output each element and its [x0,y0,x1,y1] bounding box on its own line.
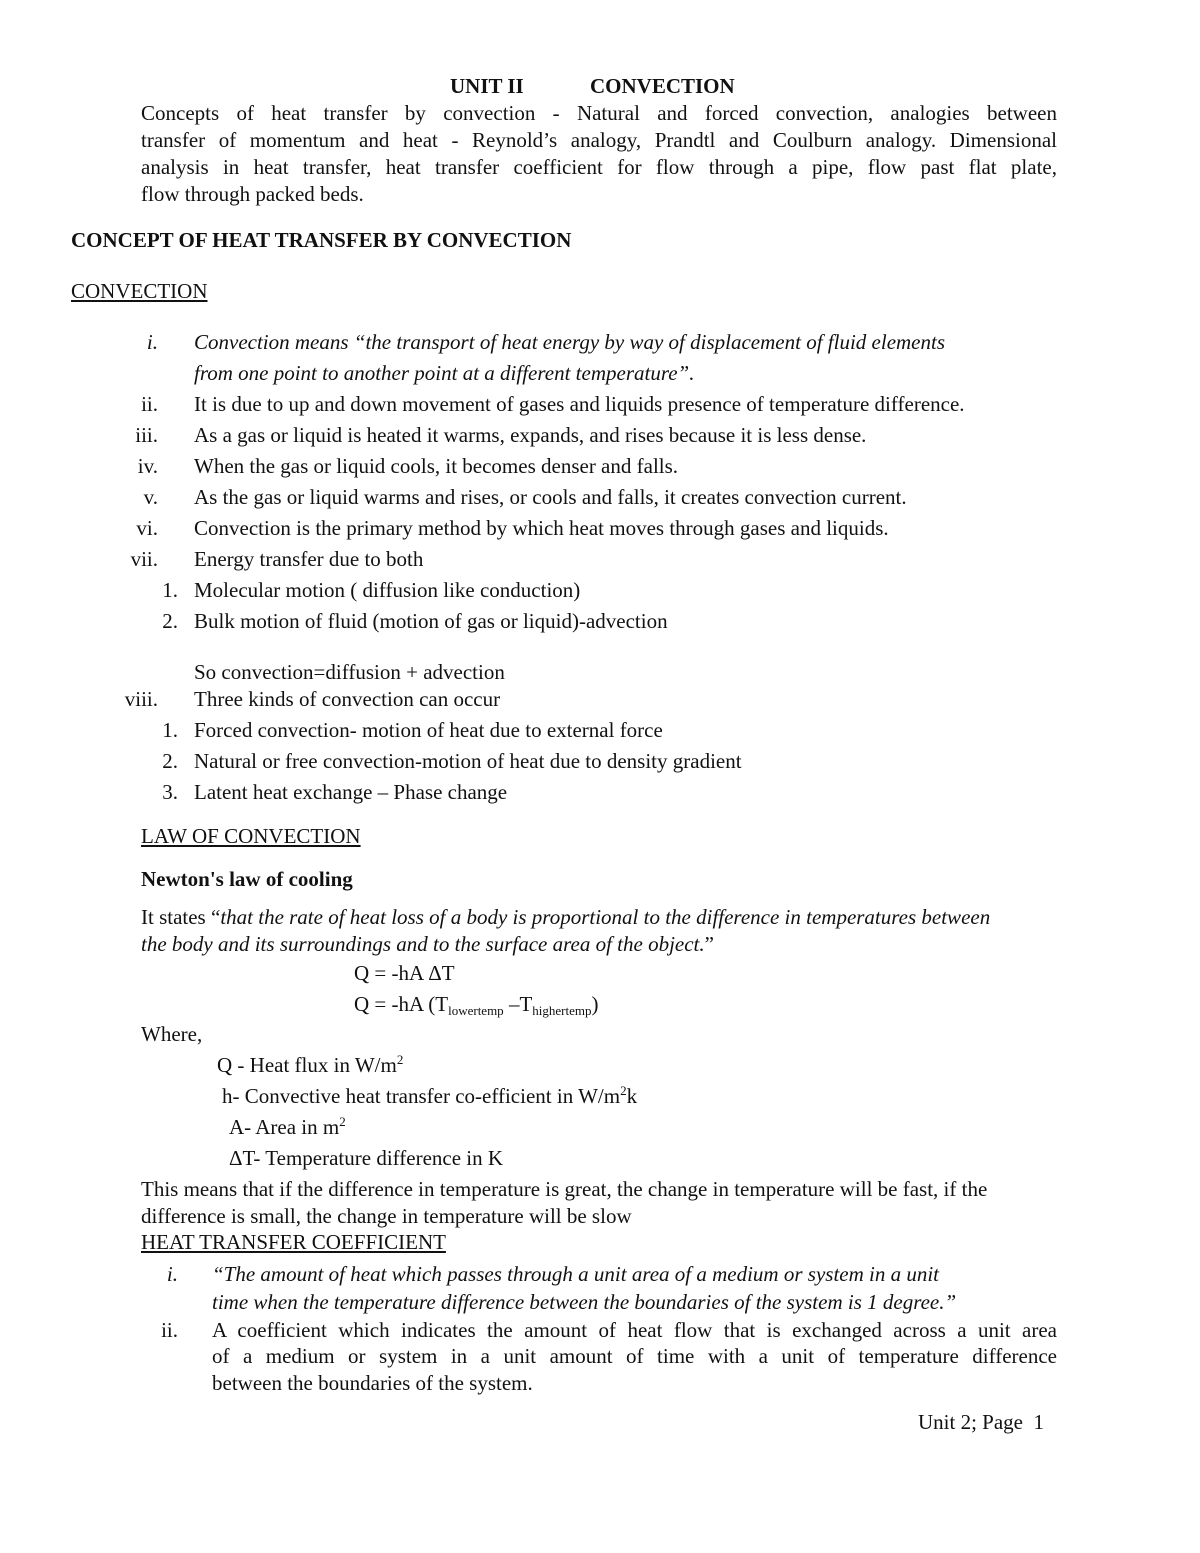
intro-line-2: transfer of momentum and heat - Reynold’s analogy, Prandtl and Coulburn analogy. Dimensional [141,128,1057,152]
sub-list-number: 3. [162,780,178,804]
intro-line-1: Concepts of heat transfer by convection - Natural and forced convection, analogies between [141,101,1057,125]
htc-description-line-1: A coefficient which indicates the amount of heat flow that is exchanged across a unit area [212,1318,1057,1342]
htc-definition-line-1: “The amount of heat which passes through a unit area of a medium or system in a unit [212,1262,940,1286]
unit-label: UNIT II [450,74,524,98]
htc-definition-line-2: time when the temperature difference between the boundaries of the system is 1 degree.” [212,1290,957,1314]
definition-a: A- Area in $m^2$ [229,1114,346,1139]
definition-dt: ΔT- Temperature difference in K [229,1146,504,1170]
list-number: iv. [137,454,158,478]
equation-1: Q = -hA ΔT [354,961,455,985]
htc-description-line-3: between the boundaries of the system. [212,1371,533,1395]
list-number: vi. [136,516,158,540]
list-number: i. [146,330,158,354]
definition-q: Q - Heat flux in $W/m^2$ [217,1052,404,1077]
sub-list-text: Bulk motion of fluid (motion of gas or liquid)-advection [194,609,668,633]
sub-list-text: Natural or free convection-motion of heat due to density gradient [194,749,742,773]
meaning-line-2: difference is small, the change in temperature will be slow [141,1204,632,1228]
list-item-text: from one point to another point at a different temperature”. [194,361,695,385]
list-number: i. [166,1262,178,1286]
list-item-text: As the gas or liquid warms and rises, or cools and falls, it creates convection current. [194,485,907,509]
unit-topic: CONVECTION [590,74,735,98]
list-item-text: It is due to up and down movement of gases and liquids presence of temperature difference. [194,392,965,416]
convection-heading: CONVECTION [71,279,208,303]
list-item-text: When the gas or liquid cools, it becomes denser and falls. [194,454,679,478]
section-heading: CONCEPT OF HEAT TRANSFER BY CONVECTION [71,228,572,252]
equation-2: Q = -hA ($T_{lowertemp}$ $-T_{highertemp}$) [354,992,599,1018]
where-label: Where, [141,1022,203,1046]
list-number: iii. [135,423,158,447]
list-item-text: Energy transfer due to both [194,547,424,571]
list-number: ii. [141,392,158,416]
newton-statement-line-1: It states “that the rate of heat loss of a body is proportional to the difference in temperatures between [141,905,991,929]
list-item-text: Three kinds of convection can occur [194,687,501,711]
definition-h: h- Convective heat transfer co-efficient in $W/m^2k$ [222,1083,638,1108]
list-number: vii. [130,547,158,571]
sub-list-number: 1. [162,718,178,742]
sub-list-number: 1. [162,578,178,602]
so-convection-note: So convection=diffusion + advection [194,660,505,684]
meaning-line-1: This means that if the difference in temperature is great, the change in temperature will be fast, if the [141,1177,988,1201]
list-item-text: Convection is the primary method by which heat moves through gases and liquids. [194,516,889,540]
htc-heading: HEAT TRANSFER COEFFICIENT [141,1230,446,1254]
page-footer: Unit 2; Page 1 [918,1410,1044,1434]
sub-list-text: Latent heat exchange – Phase change [194,780,508,804]
htc-description-line-2: of a medium or system in a unit amount of time with a unit of temperature difference [212,1344,1057,1368]
list-number: v. [143,485,158,509]
list-number: ii. [161,1318,178,1342]
list-item-text: Convection means “the transport of heat energy by way of displacement of fluid elements [194,330,946,354]
sub-list-number: 2. [162,749,178,773]
list-item-text: As a gas or liquid is heated it warms, expands, and rises because it is less dense. [194,423,867,447]
list-number: viii. [124,687,158,711]
newton-statement-line-2: the body and its surroundings and to the surface area of the object.” [141,932,714,956]
intro-line-3: analysis in heat transfer, heat transfer coefficient for flow through a pipe, flow past flat plate, [141,155,1057,179]
newton-heading: Newton's law of cooling [141,867,353,891]
law-heading: LAW OF CONVECTION [141,824,361,848]
sub-list-text: Forced convection- motion of heat due to external force [194,718,663,742]
sub-list-number: 2. [162,609,178,633]
sub-list-text: Molecular motion ( diffusion like conduction) [194,578,581,602]
intro-line-4: flow through packed beds. [141,182,364,206]
